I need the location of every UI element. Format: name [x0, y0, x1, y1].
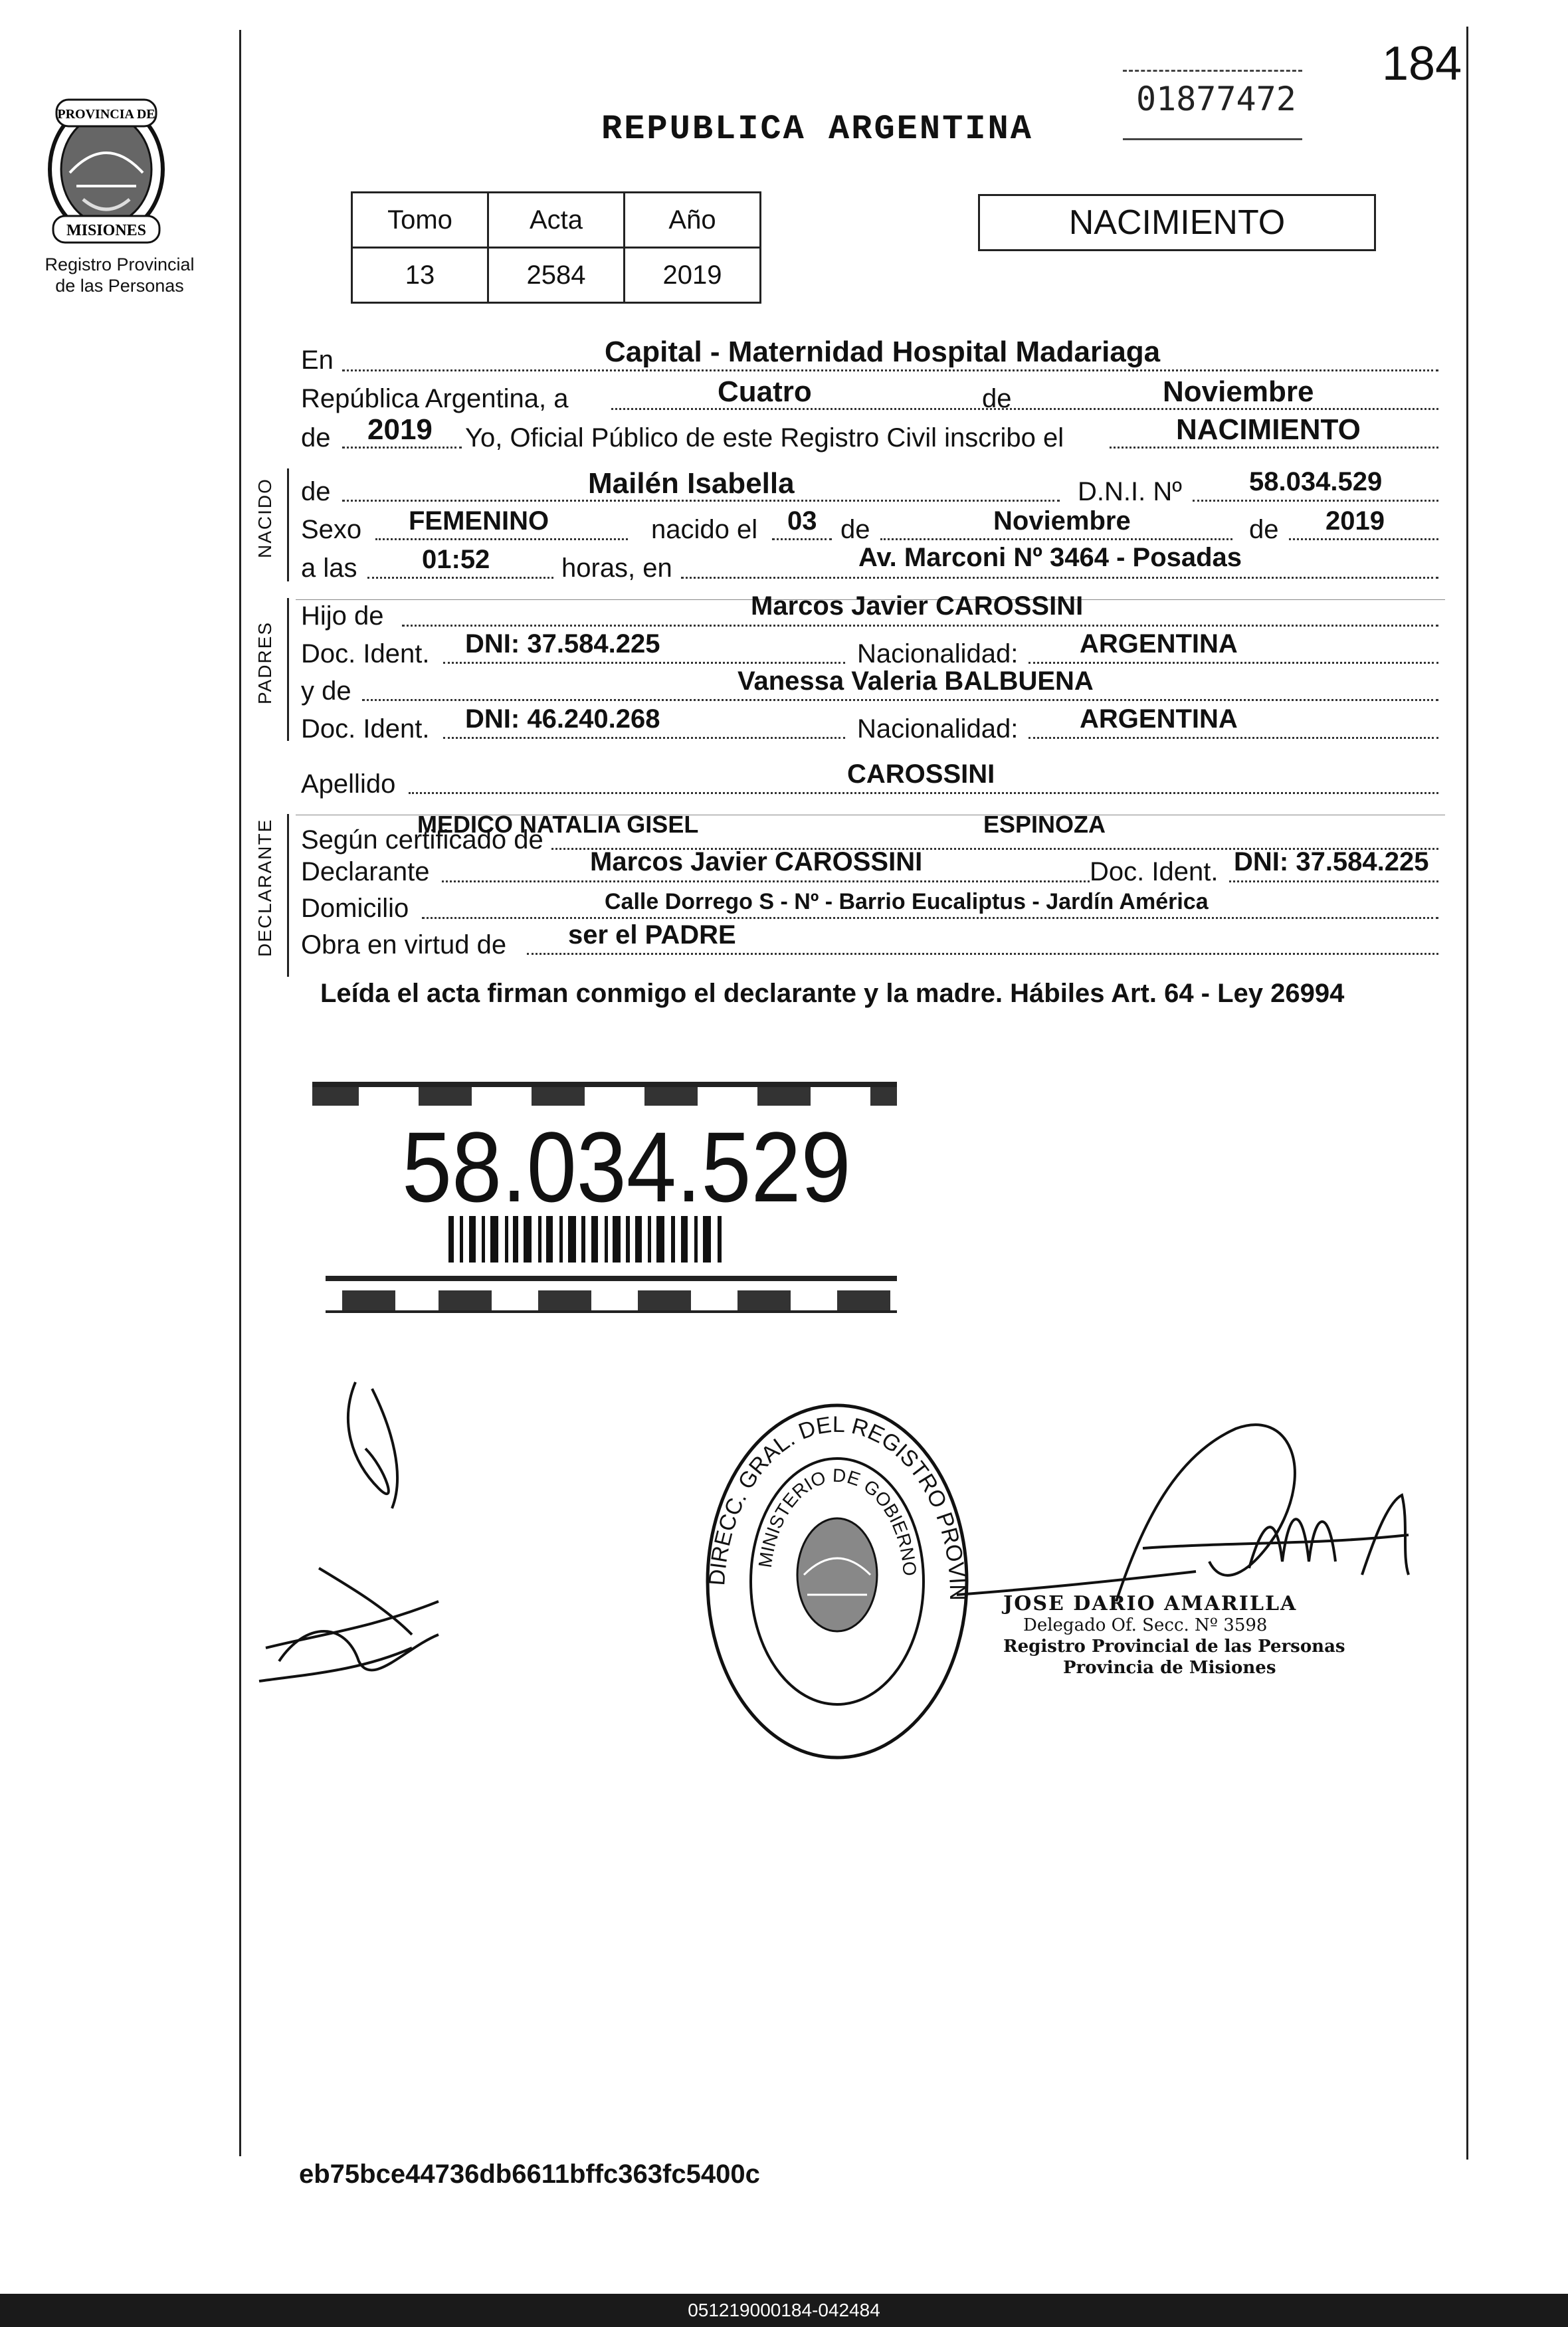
segun-label: Según certificado de [301, 825, 543, 855]
padres-bracket [287, 598, 289, 741]
record-type-box [978, 194, 1376, 251]
en-label: En [301, 346, 334, 375]
logo-bottom-text: MISIONES [66, 222, 147, 239]
official-province: Provincia de Misiones [1063, 1658, 1276, 1678]
page-number: 184 [1382, 37, 1462, 90]
domicilio-value: Calle Dorrego S - Nº - Barrio Eucaliptus - Jardín América [605, 889, 1209, 914]
father-nationality-value: ARGENTINA [1080, 629, 1238, 658]
official-stamp [1003, 1593, 1345, 1678]
declarante-doc-value: DNI: 37.584.225 [1234, 847, 1429, 876]
father-doc-label: Doc. Ident. [301, 639, 430, 668]
dotline [1193, 500, 1438, 502]
birth-year-value: 2019 [1325, 506, 1385, 536]
declarante-doc-label: Doc. Ident. [1090, 857, 1219, 886]
record-header-anio: Año [625, 193, 761, 248]
declarante-bracket [287, 814, 289, 977]
apellido-value: CAROSSINI [847, 759, 995, 789]
serial-number: 01877472 [1136, 80, 1296, 118]
birth-time-value: 01:52 [422, 545, 490, 574]
declarante-section-label: DECLARANTE [254, 818, 275, 957]
mother-doc-label: Doc. Ident. [301, 714, 430, 744]
closing-text: Leída el acta firman conmigo el declarante y la madre. Hábiles Art. 64 - Ley 26994 [320, 979, 1345, 1008]
dotline [375, 538, 628, 540]
barcode-number: 58.034.529 [402, 1111, 851, 1223]
dotline [342, 447, 462, 449]
declarant-signature [239, 1369, 478, 1741]
footer-band [0, 2294, 1568, 2327]
registry-label-line2: de las Personas [55, 276, 184, 296]
record-header-acta: Acta [488, 193, 625, 248]
registry-label-line1: Registro Provincial [45, 254, 195, 274]
father-name-value: Marcos Javier CAROSSINI [751, 591, 1084, 621]
dotline [772, 538, 832, 540]
de-label-2: de [301, 423, 331, 453]
sexo-label: Sexo [301, 515, 362, 544]
seal-outer-text: DIRECC. GRAL. DEL REGISTRO PROVIN [704, 1411, 971, 1601]
dotline [1289, 538, 1438, 540]
footer-code: 051219000184-042484 [688, 2300, 880, 2320]
birth-day-value: 03 [787, 506, 817, 536]
barcode-sticker [312, 1076, 897, 1322]
dotline [1029, 662, 1438, 664]
year-value: 2019 [367, 413, 433, 446]
birth-address-value: Av. Marconi Nº 3464 - Posadas [858, 543, 1242, 572]
official-name: JOSE DARIO AMARILLA [1003, 1592, 1298, 1615]
dotline [443, 737, 845, 739]
serial-number-box [1123, 70, 1302, 140]
sexo-value: FEMENINO [409, 506, 549, 536]
apellido-label: Apellido [301, 769, 396, 799]
record-type: NACIMIENTO [1068, 203, 1286, 242]
nacido-bracket [287, 468, 289, 581]
dotline [342, 369, 1438, 371]
dotline [443, 662, 845, 664]
mother-name-value: Vanessa Valeria BALBUENA [737, 666, 1094, 696]
record-value-tomo: 13 [352, 248, 488, 303]
official-seal [698, 1395, 977, 1768]
declarante-label: Declarante [301, 857, 430, 886]
obra-label: Obra en virtud de [301, 930, 507, 960]
dotline [362, 699, 1438, 701]
nacido-section-label: NACIDO [254, 478, 275, 558]
hijo-de-label: Hijo de [301, 601, 384, 631]
de-label: de [982, 384, 1012, 413]
obra-value: ser el PADRE [568, 920, 736, 950]
mother-nat-label: Nacionalidad: [857, 714, 1019, 744]
y-de-label: y de [301, 676, 351, 706]
province-logo [30, 93, 183, 246]
month-value: Noviembre [1163, 375, 1314, 408]
place-value: Capital - Maternidad Hospital Madariaga [605, 336, 1161, 368]
inscribo-type-value: NACIMIENTO [1176, 413, 1361, 446]
mother-nationality-value: ARGENTINA [1080, 704, 1238, 734]
yo-label: Yo, Oficial Público de este Registro Civil inscribo el [465, 423, 1064, 453]
birth-month-value: Noviembre [993, 506, 1131, 536]
logo-top-text: PROVINCIA DE [57, 107, 155, 122]
dotline [442, 880, 1090, 882]
horas-label: horas, en [561, 554, 672, 583]
declarante-name-value: Marcos Javier CAROSSINI [590, 847, 923, 876]
nacido-de-label: de [301, 477, 331, 506]
left-margin-line [239, 30, 241, 2156]
republica-label: República Argentina, a [301, 384, 569, 413]
right-margin-line [1466, 27, 1468, 2160]
record-header-tomo: Tomo [352, 193, 488, 248]
dotline [422, 917, 1438, 919]
dotline [880, 538, 1232, 540]
dotline [1229, 880, 1438, 882]
nacido-de-label-3: de [1249, 515, 1279, 544]
day-words-value: Cuatro [718, 375, 812, 408]
father-doc-value: DNI: 37.584.225 [465, 629, 660, 658]
nacido-de-label-2: de [840, 515, 870, 544]
mother-doc-value: DNI: 46.240.268 [465, 704, 660, 734]
dni-label: D.N.I. Nº [1078, 477, 1182, 506]
dotline [367, 577, 553, 579]
father-nat-label: Nacionalidad: [857, 639, 1019, 668]
padres-section-label: PADRES [254, 621, 275, 704]
nacido-el-label: nacido el [651, 515, 758, 544]
domicilio-label: Domicilio [301, 894, 409, 923]
newborn-name-value: Mailén Isabella [588, 467, 795, 500]
record-value-acta: 2584 [488, 248, 625, 303]
document-hash: eb75bce44736db6611bffc363fc5400c [299, 2160, 760, 2189]
country-title: REPUBLICA ARGENTINA [601, 110, 1033, 149]
official-role: Delegado Of. Secc. Nº 3598 [1023, 1615, 1268, 1635]
dotline [527, 953, 1438, 955]
record-value-anio: 2019 [625, 248, 761, 303]
newborn-dni-value: 58.034.529 [1249, 467, 1383, 496]
cert-doctor-value: MEDICO NATALIA GISEL [417, 811, 699, 838]
dotline [402, 625, 1438, 627]
dotline [681, 577, 1438, 579]
cert-surname-value: ESPINOZA [983, 811, 1106, 838]
dotline [409, 792, 1438, 794]
seal-inner-text: MINISTERIO DE GOBIERNO [754, 1465, 921, 1577]
registry-label [10, 254, 229, 296]
record-table [351, 191, 761, 304]
official-office: Registro Provincial de las Personas [1003, 1637, 1345, 1657]
dotline [1029, 737, 1438, 739]
dotline [1110, 447, 1438, 449]
a-las-label: a las [301, 554, 357, 583]
